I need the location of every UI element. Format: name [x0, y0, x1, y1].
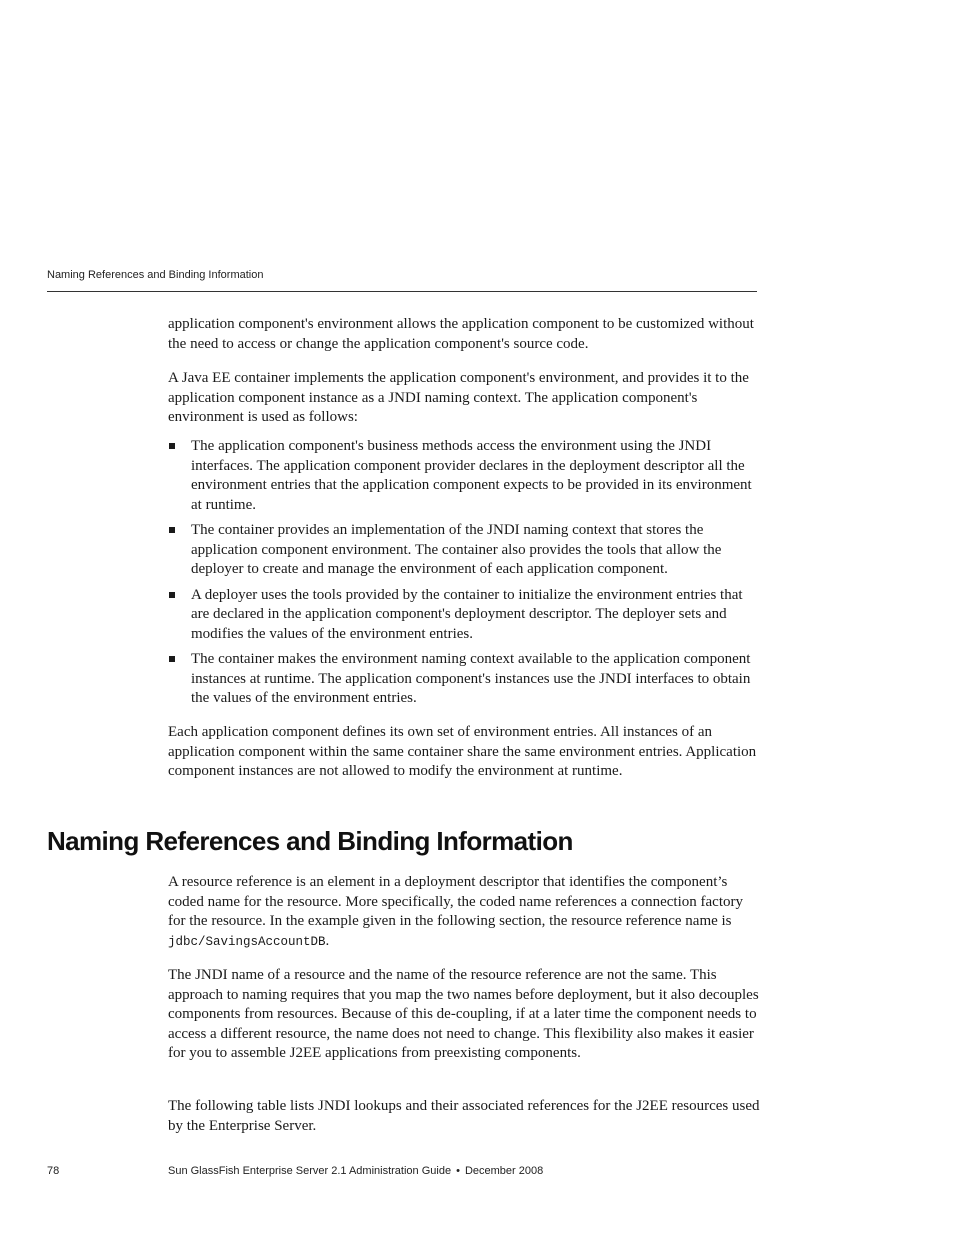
list-item-text: The container provides an implementation of the JNDI naming context that stores the application component environment. The container also provides the tools that allow the deployer to create and manage the environment of each application component. — [191, 522, 722, 577]
list-item — [168, 650, 763, 709]
section-heading: Naming References and Binding Information — [47, 826, 573, 856]
section-paragraph-1 — [168, 873, 760, 952]
square-bullet-icon — [169, 527, 175, 533]
list-item-text: The application component's business methods access the environment using the JNDI interfaces. The application component provider declares in the deployment descriptor all the environment entries that the application component expects to be provided in its environment at runtime. — [191, 438, 752, 513]
list-item-text: A deployer uses the tools provided by the container to initialize the environment entries that are declared in the application component's deployment descriptor. The deployer sets and modifies the values of the environment entries. — [191, 586, 743, 642]
book-title: Sun GlassFish Enterprise Server 2.1 Administration Guide — [168, 1165, 452, 1177]
footer-separator: • — [456, 1165, 460, 1177]
section-paragraph-3 — [168, 1097, 760, 1136]
intro-paragraph-2 — [168, 369, 760, 428]
paragraph-text: Each application component defines its own set of environment entries. All instances of an application component within the same container share the same environment entries. Application component instances are not allowed to modify the environment at runtime. — [168, 724, 757, 779]
paragraph-text: The following table lists JNDI lookups and their associated references for the J2EE resources used by the Enterprise Server. — [168, 1098, 760, 1134]
intro-paragraph-1 — [168, 315, 760, 354]
list-item — [168, 586, 763, 645]
closing-paragraph — [168, 723, 760, 782]
list-item — [168, 521, 763, 580]
paragraph-text: The JNDI name of a resource and the name of the resource reference are not the same. This approach to naming requires that you map the two names before deployment, but it also decouples components from resources. Because of this de-coupling, if at a later time the component needs to access a different resource, the name does not need to change. This flexibility also makes it easier for you to assemble J2EE applications from preexisting components. — [168, 967, 759, 1061]
square-bullet-icon — [169, 656, 175, 662]
resource-reference-code: jdbc/SavingsAccountDB — [168, 934, 326, 949]
publication-date: December 2008 — [464, 1165, 544, 1177]
footer-title — [168, 1165, 543, 1177]
paragraph-text-start: A resource reference is an element in a deployment descriptor that identifies the component’s coded name for the resource. More specifically, the coded name references a connection factory for the resource. In the example given in the following section, the resource reference name is — [168, 874, 743, 929]
section-paragraph-2 — [168, 966, 760, 1064]
square-bullet-icon — [169, 443, 175, 449]
list-item — [168, 437, 763, 515]
running-header: Naming References and Binding Information — [47, 269, 264, 281]
paragraph-text: application component's environment allows the application component to be customized without the need to access or change the application component's source code. — [168, 316, 754, 352]
square-bullet-icon — [169, 592, 175, 598]
paragraph-text — [168, 873, 760, 952]
list-item-text: The container makes the environment naming context available to the application component instances at runtime. The application component's instances use the JNDI interfaces to obtain the values of the environment entries. — [191, 651, 751, 706]
environment-usage-list — [168, 437, 763, 715]
page-number: 78 — [47, 1165, 60, 1177]
paragraph-text-end: . — [325, 932, 330, 949]
header-rule — [47, 291, 757, 292]
paragraph-text: A Java EE container implements the application component's environment, and provides it to the application component instance as a JNDI naming context. The application component's environment is used as follows: — [168, 370, 749, 425]
